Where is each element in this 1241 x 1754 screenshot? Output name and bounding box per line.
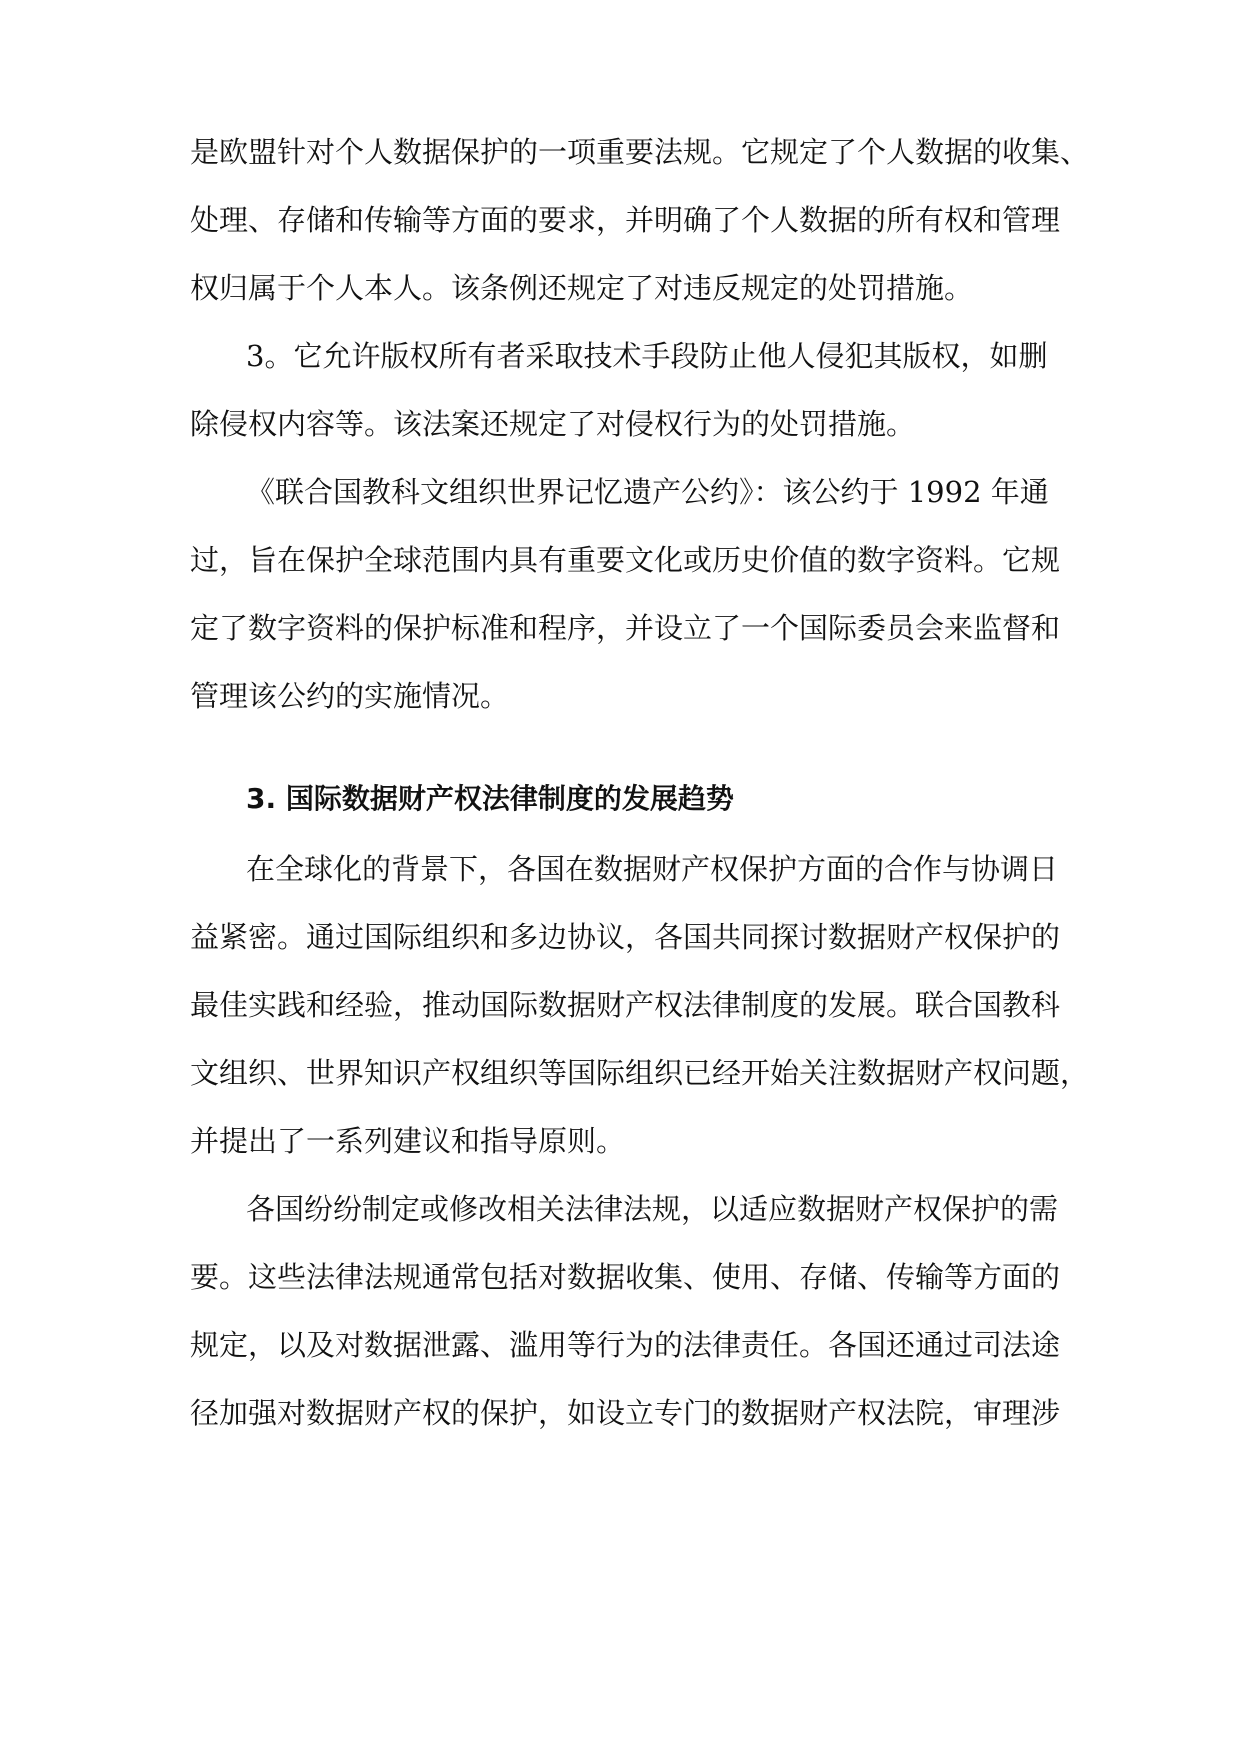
paragraph-2-line-2: 除侵权内容等。该法案还规定了对侵权行为的处罚措施。 [190, 407, 916, 441]
paragraph-5-line-3: 规定，以及对数据泄露、滥用等行为的法律责任。各国还通过司法途 [190, 1328, 1061, 1362]
paragraph-5-line-1: 各国纷纷制定或修改相关法律法规，以适应数据财产权保护的需 [246, 1192, 1059, 1226]
section-heading: 3. 国际数据财产权法律制度的发展趋势 [246, 782, 734, 815]
paragraph-4-line-5: 并提出了一系列建议和指导原则。 [190, 1124, 626, 1158]
paragraph-4-line-3: 最佳实践和经验，推动国际数据财产权法律制度的发展。联合国教科 [190, 988, 1061, 1022]
paragraph-3-line-1: 《联合国教科文组织世界记忆遗产公约》：该公约于 1992 年通 [246, 475, 1049, 509]
paragraph-4-line-2: 益紧密。通过国际组织和多边协议，各国共同探讨数据财产权保护的 [190, 920, 1061, 954]
paragraph-4-line-1: 在全球化的背景下，各国在数据财产权保护方面的合作与协调日 [246, 852, 1059, 886]
paragraph-5-line-4: 径加强对数据财产权的保护，如设立专门的数据财产权法院，审理涉 [190, 1396, 1061, 1430]
paragraph-4-line-4: 文组织、世界知识产权组织等国际组织已经开始关注数据财产权问题， [190, 1056, 1090, 1090]
paragraph-3-line-2: 过，旨在保护全球范围内具有重要文化或历史价值的数字资料。它规 [190, 543, 1061, 577]
paragraph-1-line-1: 是欧盟针对个人数据保护的一项重要法规。它规定了个人数据的收集、 [190, 135, 1090, 169]
paragraph-3-line-3: 定了数字资料的保护标准和程序，并设立了一个国际委员会来监督和 [190, 611, 1061, 645]
paragraph-1-line-2: 处理、存储和传输等方面的要求，并明确了个人数据的所有权和管理 [190, 203, 1061, 237]
paragraph-2-line-1: 3。它允许版权所有者采取技术手段防止他人侵犯其版权，如删 [246, 339, 1048, 373]
paragraph-5-line-2: 要。这些法律法规通常包括对数据收集、使用、存储、传输等方面的 [190, 1260, 1061, 1294]
paragraph-1-line-3: 权归属于个人本人。该条例还规定了对违反规定的处罚措施。 [190, 271, 974, 305]
paragraph-3-line-4: 管理该公约的实施情况。 [190, 679, 510, 713]
